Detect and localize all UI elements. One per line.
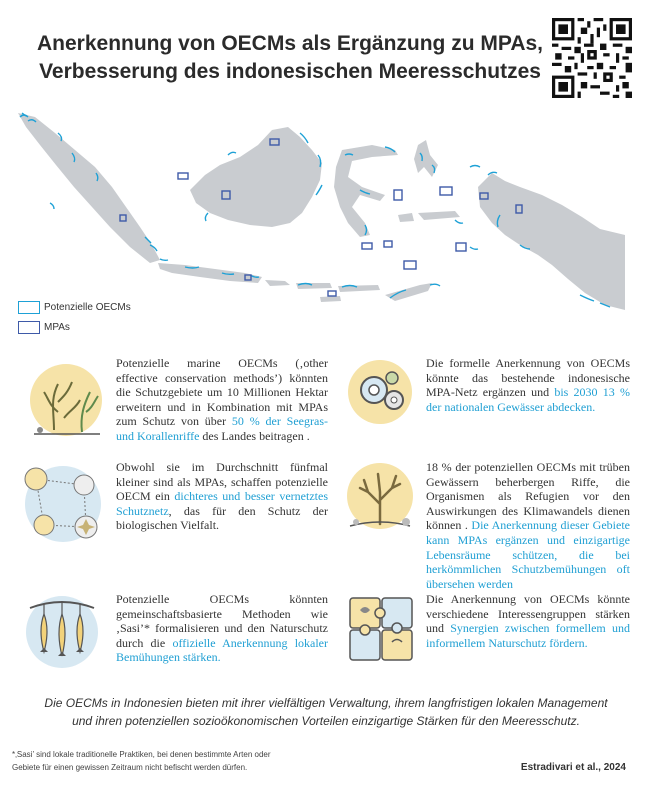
title-line-2: Verbesserung des indonesischen Meeresschutzes	[39, 60, 541, 83]
land-masses	[18, 113, 625, 310]
island-sumatra	[18, 113, 160, 263]
text-block-3: Obwohl sie im Durchschnitt fünfmal kleiner sind als MPAs, schaffen potenzielle OECM ein dichteres und besser vernetztes Schutznetz, das für den Schutz der biologischen Vielfalt.	[116, 460, 328, 533]
summary-line-1: Die OECMs in Indonesien bieten mit ihrer vielfältigen Verwaltung, ihrem langfristigen lokalen Management	[44, 696, 608, 710]
gears-icon	[340, 352, 420, 432]
text-block-4: 18 % der potenziellen OECMs mit trüben Gewässern beherbergen Riffe, die Organismen als Refugien vor den Auswirkungen des Klimawandels dienen können . Die Anerkennung dieser Gebiete kann MPAs ergänzen und einzigartige Lebensräume schützen, die bei herkömmlichen Schutzbemühungen oft übersehen werden	[426, 460, 630, 591]
legend-label-mpa: MPAs	[44, 321, 70, 333]
page-title	[30, 30, 550, 86]
island-sumba	[320, 296, 341, 302]
legend-item-mpa	[18, 317, 131, 337]
map-legend	[18, 297, 131, 337]
summary-statement	[30, 694, 622, 730]
island-papua	[478, 173, 625, 310]
island-sulawesi	[334, 145, 398, 237]
mpa-swatch	[18, 321, 40, 334]
coral-reef-icon	[338, 452, 422, 536]
text-block-6: Die Anerkennung von OECMs könnte verschiedene Interessengruppen stärken und Synergien zwischen formellem und informellem Naturschutz fördern.	[426, 592, 630, 650]
qr-code-icon[interactable]	[552, 18, 632, 98]
text-block-5: Potenzielle OECMs könnten gemeinschaftsbasierte Methoden wie ‚Sasi’* formalisieren und den Naturschutz durch die offizielle Anerkennung lokaler Bemühungen stärken.	[116, 592, 329, 665]
island-borneo	[190, 127, 322, 227]
legend-label-oecm: Potenzielle OECMs	[44, 301, 131, 313]
summary-line-2: und ihren potenziellen sozioökonomischen Vorteilen einzigartige Stärken für den Meeresschutz.	[72, 714, 580, 728]
title-line-1: Anerkennung von OECMs als Ergänzung zu MPAs,	[37, 32, 543, 55]
island-buru	[398, 213, 414, 222]
island-bali-lombok	[265, 280, 290, 286]
footnote-line-2: Gebiete für einen gewissen Zeitraum nicht befischt werden dürfen.	[12, 763, 248, 772]
footnote-line-1: *‚Sasi’ sind lokale traditionelle Praktiken, bei denen bestimmte Arten oder	[12, 750, 271, 759]
island-seram	[418, 211, 460, 220]
seagrass-coral-icon	[20, 352, 112, 444]
biodiversity-network-icon	[14, 455, 112, 553]
puzzle-pieces-icon	[342, 590, 420, 668]
hanging-fish-icon	[16, 586, 108, 678]
oecm-swatch	[18, 301, 40, 314]
text-block-1: Potenzielle marine OECMs (‚other effective conservation methods’) könnten die Schutzgebiete um 10 Millionen Hektar erweitern und in Kombination mit MPAs zum Schutz von über 50 % der Seegras- und Korallenriffe des Landes beitragen .	[116, 356, 328, 443]
legend-item-oecm	[18, 297, 131, 317]
footnote	[12, 748, 342, 774]
text-block-2: Die formelle Anerkennung von OECMs könnte das bestehende indonesische MPA-Netz ergänzen und bis 2030 13 % der nationalen Gewässer abdecken.	[426, 356, 631, 414]
citation: Estradivari et al., 2024	[520, 762, 626, 773]
island-timor	[385, 283, 432, 301]
